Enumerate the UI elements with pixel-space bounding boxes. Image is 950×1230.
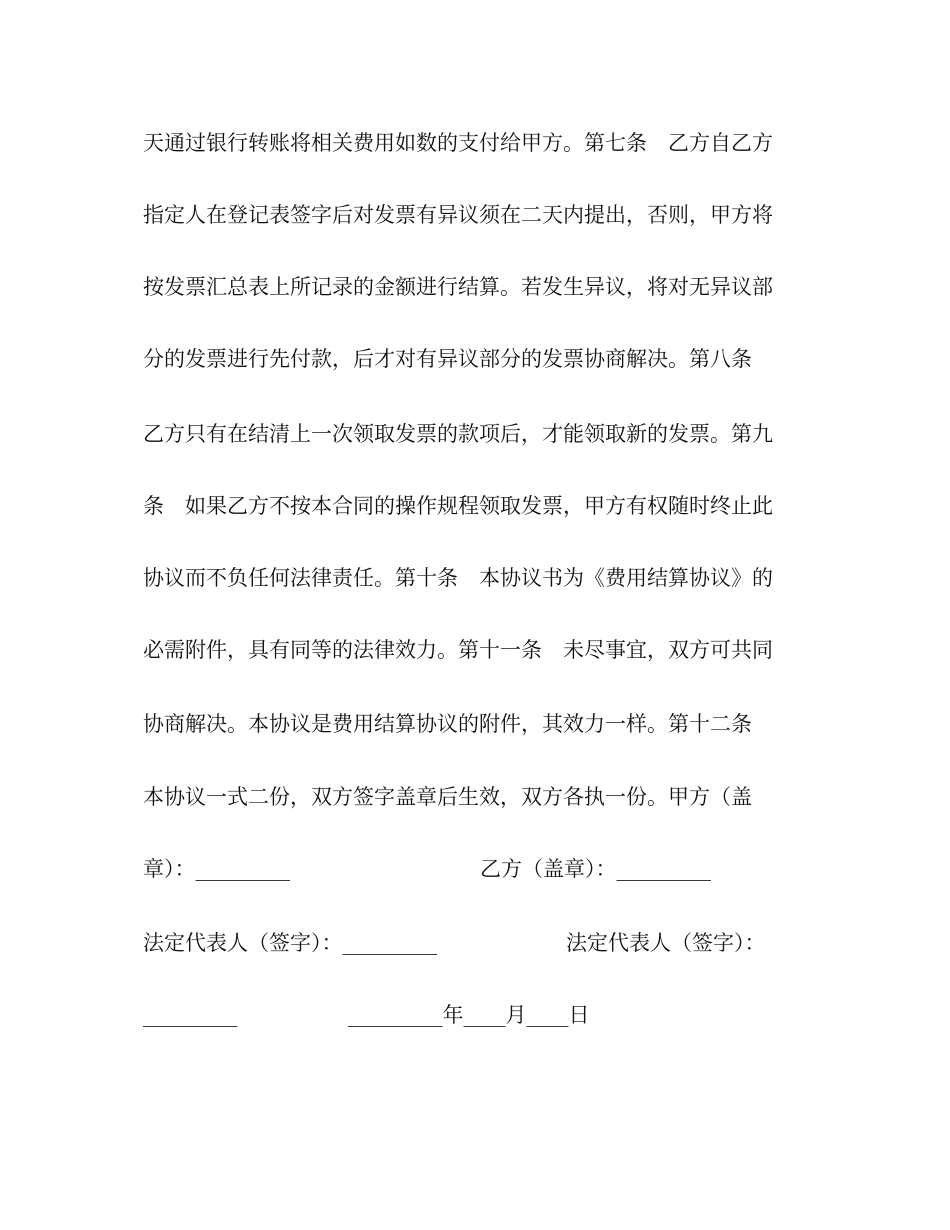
body-line-7: 协议而不负任何法律责任。第十条 本协议书为《费用结算协议》的 — [143, 566, 773, 590]
party-b-representative-blank: _________ — [143, 1003, 238, 1027]
body-line-8: 必需附件，具有同等的法律效力。第十一条 未尽事宜，双方可共同 — [143, 638, 773, 662]
signature-row-date — [143, 1000, 803, 1030]
party-b-representative-label: 法定代表人（签字）： — [566, 931, 766, 955]
body-line-6: 条 如果乙方不按本合同的操作规程领取发票，甲方有权随时终止此 — [143, 494, 773, 518]
body-line-9: 协商解决。本协议是费用结算协议的附件，其效力一样。第十二条 — [143, 712, 752, 736]
signature-row-stamps — [143, 854, 803, 884]
body-line-5: 乙方只有在结清上一次领取发票的款项后，才能领取新的发票。第九 — [143, 422, 773, 446]
signing-date-field: _________年____月____日 — [348, 1003, 590, 1027]
party-a-stamp-field: 章）：_________ — [143, 857, 290, 881]
body-line-1: 天通过银行转账将相关费用如数的支付给甲方。第七条 乙方自乙方 — [143, 131, 773, 155]
party-a-representative-field: 法定代表人（签字）：_________ — [143, 931, 437, 955]
signature-row-representatives — [143, 928, 803, 958]
body-line-3: 按发票汇总表上所记录的金额进行结算。若发生异议，将对无异议部 — [143, 275, 773, 299]
party-b-stamp-field: 乙方（盖章）：_________ — [480, 857, 711, 881]
body-line-10: 本协议一式二份，双方签字盖章后生效，双方各执一份。甲方（盖 — [143, 785, 752, 809]
body-line-4: 分的发票进行先付款，后才对有异议部分的发票协商解决。第八条 — [143, 347, 752, 371]
body-line-2: 指定人在登记表签字后对发票有异议须在二天内提出，否则，甲方将 — [143, 203, 773, 227]
